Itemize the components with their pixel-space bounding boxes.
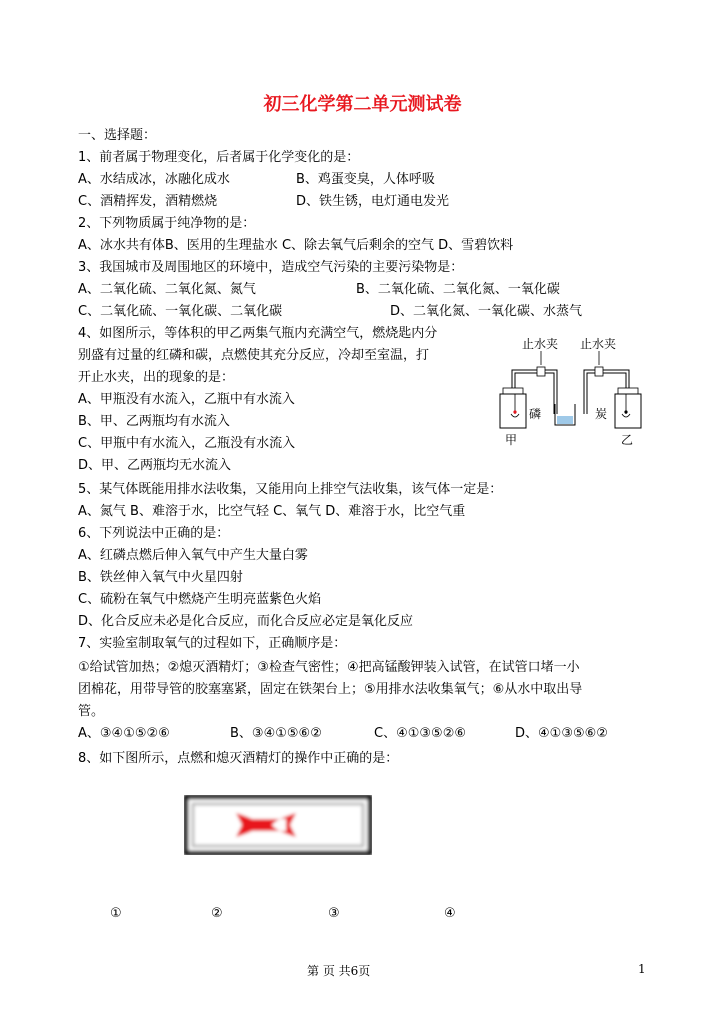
q7-stem: 7、实验室制取氧气的过程如下，正确顺序是：: [78, 636, 347, 651]
q3-option-b: B、二氧化硫、二氧化氮、一氧化碳: [356, 282, 560, 297]
q1-stem: 1、前者属于物理变化，后者属于化学变化的是：: [78, 150, 360, 165]
q7-option-c: C、④①③⑤②⑥: [374, 726, 467, 741]
gas-bottles-diagram: [497, 332, 645, 450]
q8-stem: 8、如下图所示，点燃和熄灭酒精灯的操作中正确的是：: [78, 751, 399, 766]
svg-text:甲: 甲: [505, 433, 518, 447]
q6-stem: 6、下列说法中正确的是：: [78, 526, 230, 541]
q8-label-2: ②: [211, 906, 223, 921]
q7-option-a: A、③④①⑤②⑥: [78, 726, 170, 741]
svg-text:炭: 炭: [595, 407, 608, 421]
bottle-jia: [500, 388, 526, 428]
q8-label-4: ④: [444, 906, 456, 921]
q7-option-d: D、④①③⑤⑥②: [515, 726, 608, 741]
q1-option-a: A、水结成冰，冰融化成水: [78, 172, 230, 187]
water-beaker: [555, 404, 575, 425]
q1-options-row1: [78, 171, 638, 189]
q4-option-b: B、甲、乙两瓶均有水流入: [78, 414, 230, 429]
q8-label-3: ③: [328, 906, 340, 921]
label-carbon: [595, 406, 607, 421]
q2-options: A、冰水共有体B、医用的生理盐水 C、除去氧气后剩余的空气 D、雪碧饮料: [78, 238, 514, 253]
q4-option-d: D、甲、乙两瓶均无水流入: [78, 458, 232, 473]
q1-option-c: C、酒精挥发，酒精燃烧: [78, 194, 218, 209]
clamp-label-left: [522, 336, 558, 351]
page-title: 初三化学第二单元测试卷: [263, 94, 462, 115]
clamp-label-right: [580, 336, 616, 351]
q3-option-c: C、二氧化硫、一氧化碳、二氧化碳: [78, 304, 283, 319]
q8-label-1: ①: [110, 906, 122, 921]
q5-stem: 5、某气体既能用排水法收集，又能用向上排空气法收集，该气体一定是：: [78, 482, 503, 497]
q6-option-a: A、红磷点燃后伸入氧气中产生大量白雾: [78, 548, 308, 563]
water-clamp-right: [595, 367, 603, 376]
q4-option-a: A、甲瓶没有水流入，乙瓶中有水流入: [78, 392, 295, 407]
q2-stem: 2、下列物质属于纯净物的是：: [78, 216, 256, 231]
q3-option-a: A、二氧化硫、二氧化氮、氮气: [78, 282, 256, 297]
footer-page-text: 第 页 共6页: [307, 964, 371, 978]
section-heading: 一、选择题：: [78, 128, 157, 143]
q1-option-d: D、铁生锈，电灯通电发光: [296, 194, 450, 209]
q4-stem-line3: 开止水夹，出的现象的是：: [78, 370, 235, 385]
q3-option-d: D、二氧化氮、一氧化碳、水蒸气: [390, 304, 583, 319]
water-clamp-left: [537, 367, 545, 376]
q7-options: [78, 725, 638, 743]
svg-text:止水夹: 止水夹: [522, 337, 559, 351]
q4-stem-line1: 4、如图所示，等体积的甲乙两集气瓶内充满空气，燃烧匙内分: [78, 326, 438, 341]
q7-steps-line2: 团棉花，用带导管的胶塞塞紧，固定在铁架台上；⑤用排水法收集氧气；⑥从水中取出导: [78, 682, 583, 697]
q5-options: A、氮气 B、难溶于水，比空气轻 C、氧气 D、难溶于水，比空气重: [78, 504, 466, 519]
q3-options-row1: [78, 281, 638, 299]
q7-steps-line3: 管。: [78, 704, 105, 719]
label-yi: [621, 433, 633, 447]
broken-image-placeholder: [184, 795, 372, 855]
footer-page-number: 1: [638, 962, 646, 976]
q3-stem: 3、我国城市及周围地区的环境中，造成空气污染的主要污染物是：: [78, 260, 464, 275]
svg-text:磷: 磷: [529, 407, 542, 421]
q7-steps-line1: ①给试管加热；②熄灭酒精灯；③检查气密性；④把高锰酸钾装入试管，在试管口堵一小: [78, 660, 580, 675]
q1-options-row2: [78, 193, 638, 211]
bottle-yi: [615, 388, 641, 428]
svg-text:乙: 乙: [621, 433, 634, 447]
svg-text:止水夹: 止水夹: [580, 337, 617, 351]
q6-option-b: B、铁丝伸入氧气中火星四射: [78, 570, 243, 585]
label-jia: [505, 433, 517, 447]
q6-option-c: C、硫粉在氧气中燃烧产生明亮蓝紫色火焰: [78, 592, 322, 607]
q1-option-b: B、鸡蛋变臭，人体呼吸: [296, 172, 435, 187]
q7-option-b: B、③④①⑤⑥②: [230, 726, 322, 741]
q6-option-d: D、化合反应未必是化合反应，而化合反应必定是氧化反应: [78, 614, 414, 629]
q3-options-row2: [78, 303, 638, 321]
label-phosphorus: [529, 406, 541, 421]
q4-option-c: C、甲瓶中有水流入，乙瓶没有水流入: [78, 436, 296, 451]
q4-stem-line2: 别盛有过量的红磷和碳，点燃使其充分反应，冷却至室温，打: [78, 348, 430, 363]
